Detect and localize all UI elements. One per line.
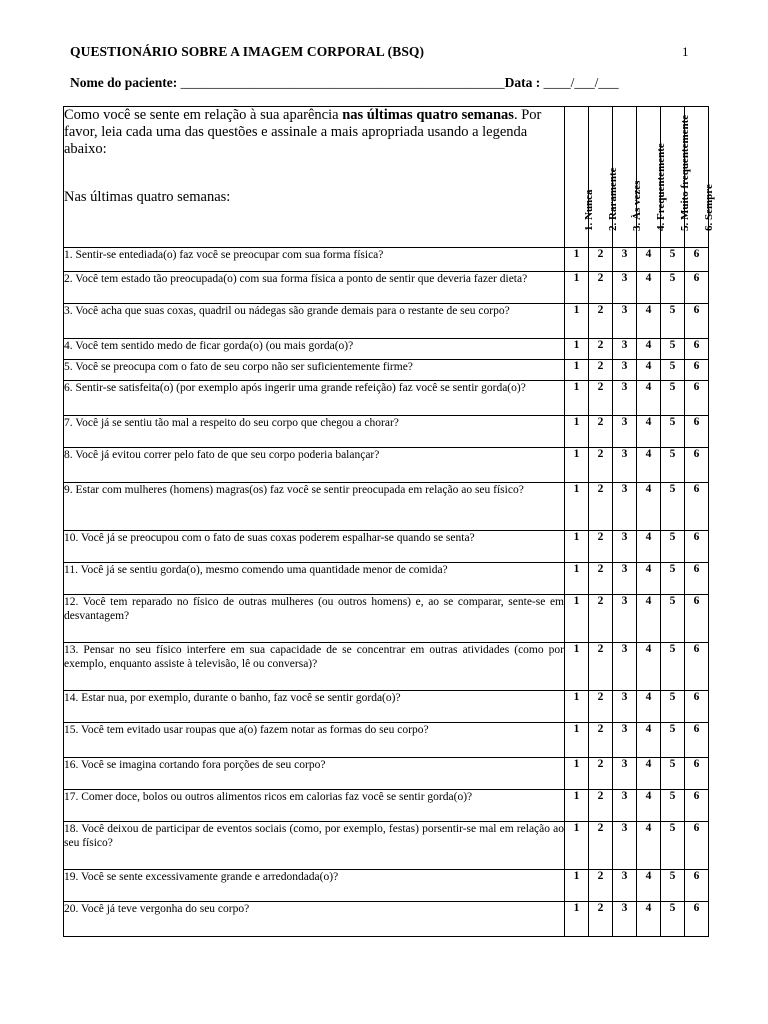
answer-option-6[interactable]: 6: [685, 822, 709, 870]
answer-option-1[interactable]: 1: [565, 304, 589, 339]
answer-option-2[interactable]: 2: [589, 304, 613, 339]
question-text: 2. Você tem estado tão preocupada(o) com sua forma física a ponto de sentir que deveria fazer dieta?: [64, 272, 565, 304]
question-row: [64, 691, 709, 723]
question-row: [64, 790, 709, 822]
answer-option-6[interactable]: 6: [685, 304, 709, 339]
answer-option-5[interactable]: 5: [661, 448, 685, 483]
question-row: [64, 248, 709, 272]
question-row: [64, 416, 709, 448]
answer-option-5[interactable]: 5: [661, 272, 685, 304]
answer-option-6[interactable]: 6: [685, 416, 709, 448]
answer-option-4[interactable]: 4: [637, 272, 661, 304]
answer-option-6[interactable]: 6: [685, 790, 709, 822]
answer-option-1[interactable]: 1: [565, 531, 589, 563]
answer-option-3[interactable]: 3: [613, 304, 637, 339]
question-row: [64, 339, 709, 360]
option-header-1: 1. Nunca: [565, 107, 589, 248]
answer-option-3[interactable]: 3: [613, 902, 637, 937]
option-header-3: 3. Às vezes: [613, 107, 637, 248]
answer-option-1[interactable]: 1: [565, 448, 589, 483]
question-row: [64, 822, 709, 870]
answer-option-5[interactable]: 5: [661, 758, 685, 790]
answer-option-2[interactable]: 2: [589, 758, 613, 790]
answer-option-1[interactable]: 1: [565, 563, 589, 595]
question-text: 13. Pensar no seu físico interfere em sua capacidade de se concentrar em outras atividades (como por exemplo, enquanto assiste à televisão, lê ou conversa)?: [64, 643, 565, 691]
question-row: [64, 381, 709, 416]
answer-option-5[interactable]: 5: [661, 304, 685, 339]
question-row: [64, 483, 709, 531]
answer-option-6[interactable]: 6: [685, 483, 709, 531]
answer-option-4[interactable]: 4: [637, 563, 661, 595]
answer-option-4[interactable]: 4: [637, 822, 661, 870]
question-row: [64, 902, 709, 937]
answer-option-2[interactable]: 2: [589, 691, 613, 723]
question-text: 10. Você já se preocupou com o fato de suas coxas poderem espalhar-se quando se senta?: [64, 531, 565, 563]
page-number: 1: [682, 44, 689, 59]
answer-option-4[interactable]: 4: [637, 304, 661, 339]
answer-option-3[interactable]: 3: [613, 448, 637, 483]
questionnaire-table: [63, 106, 715, 937]
answer-option-5[interactable]: 5: [661, 643, 685, 691]
question-prompt: Nas últimas quatro semanas:: [64, 189, 231, 205]
answer-option-2[interactable]: 2: [589, 822, 613, 870]
option-header-5: 5. Muito frequentemente: [661, 107, 685, 248]
answer-option-1[interactable]: 1: [565, 360, 589, 381]
answer-option-1[interactable]: 1: [565, 272, 589, 304]
question-text: 19. Você se sente excessivamente grande e arredondada(o)?: [64, 870, 565, 902]
answer-option-3[interactable]: 3: [613, 691, 637, 723]
answer-option-5[interactable]: 5: [661, 531, 685, 563]
answer-option-5[interactable]: 5: [661, 870, 685, 902]
answer-option-4[interactable]: 4: [637, 902, 661, 937]
answer-option-3[interactable]: 3: [613, 272, 637, 304]
answer-option-4[interactable]: 4: [637, 790, 661, 822]
answer-option-5[interactable]: 5: [661, 595, 685, 643]
answer-option-5[interactable]: 5: [661, 723, 685, 758]
answer-option-5[interactable]: 5: [661, 360, 685, 381]
answer-option-3[interactable]: 3: [613, 360, 637, 381]
answer-option-4[interactable]: 4: [637, 360, 661, 381]
answer-option-3[interactable]: 3: [613, 381, 637, 416]
answer-option-1[interactable]: 1: [565, 790, 589, 822]
answer-option-1[interactable]: 1: [565, 381, 589, 416]
answer-option-2[interactable]: 2: [589, 248, 613, 272]
answer-option-3[interactable]: 3: [613, 643, 637, 691]
answer-option-4[interactable]: 4: [637, 643, 661, 691]
answer-option-6[interactable]: 6: [685, 758, 709, 790]
answer-option-5[interactable]: 5: [661, 248, 685, 272]
document-title: QUESTIONÁRIO SOBRE A IMAGEM CORPORAL (BSQ): [70, 44, 425, 59]
answer-option-2[interactable]: 2: [589, 339, 613, 360]
answer-option-6[interactable]: 6: [685, 870, 709, 902]
answer-option-4[interactable]: 4: [637, 381, 661, 416]
answer-option-5[interactable]: 5: [661, 790, 685, 822]
answer-option-2[interactable]: 2: [589, 902, 613, 937]
answer-option-4[interactable]: 4: [637, 483, 661, 531]
option-header-6: 6. Sempre: [685, 107, 709, 248]
answer-option-6[interactable]: 6: [685, 339, 709, 360]
answer-option-6[interactable]: 6: [685, 531, 709, 563]
question-text: 17. Comer doce, bolos ou outros alimentos ricos em calorias faz você se sentir gorda(o)?: [64, 790, 565, 822]
patient-info-line: [70, 75, 619, 91]
date-label: Data :: [504, 75, 541, 90]
answer-option-1[interactable]: 1: [565, 339, 589, 360]
answer-option-1[interactable]: 1: [565, 870, 589, 902]
answer-option-3[interactable]: 3: [613, 416, 637, 448]
answer-option-3[interactable]: 3: [613, 248, 637, 272]
patient-name-label: Nome do paciente:: [70, 75, 178, 90]
answer-option-2[interactable]: 2: [589, 416, 613, 448]
answer-option-3[interactable]: 3: [613, 595, 637, 643]
answer-option-3[interactable]: 3: [613, 483, 637, 531]
question-text: 18. Você deixou de participar de eventos sociais (como, por exemplo, festas) porsentir-se mal em relação ao seu físico?: [64, 822, 565, 870]
question-text: 5. Você se preocupa com o fato de seu corpo não ser suficientemente firme?: [64, 360, 565, 381]
answer-option-2[interactable]: 2: [589, 643, 613, 691]
answer-option-3[interactable]: 3: [613, 723, 637, 758]
answer-option-2[interactable]: 2: [589, 483, 613, 531]
question-row: [64, 595, 709, 643]
answer-option-3[interactable]: 3: [613, 563, 637, 595]
question-row: [64, 563, 709, 595]
answer-option-5[interactable]: 5: [661, 483, 685, 531]
answer-option-1[interactable]: 1: [565, 691, 589, 723]
answer-option-1[interactable]: 1: [565, 416, 589, 448]
answer-option-6[interactable]: 6: [685, 691, 709, 723]
instructions-cell: [64, 107, 565, 248]
answer-option-5[interactable]: 5: [661, 416, 685, 448]
answer-option-4[interactable]: 4: [637, 448, 661, 483]
answer-option-4[interactable]: 4: [637, 531, 661, 563]
answer-option-2[interactable]: 2: [589, 272, 613, 304]
question-text: 15. Você tem evitado usar roupas que a(o) fazem notar as formas do seu corpo?: [64, 723, 565, 758]
answer-option-3[interactable]: 3: [613, 870, 637, 902]
answer-option-4[interactable]: 4: [637, 416, 661, 448]
answer-option-1[interactable]: 1: [565, 248, 589, 272]
answer-option-3[interactable]: 3: [613, 531, 637, 563]
answer-option-2[interactable]: 2: [589, 790, 613, 822]
answer-option-2[interactable]: 2: [589, 381, 613, 416]
answer-option-4[interactable]: 4: [637, 758, 661, 790]
answer-option-6[interactable]: 6: [685, 248, 709, 272]
answer-option-3[interactable]: 3: [613, 790, 637, 822]
question-text: 11. Você já se sentiu gorda(o), mesmo comendo uma quantidade menor de comida?: [64, 563, 565, 595]
answer-option-5[interactable]: 5: [661, 822, 685, 870]
question-text: 8. Você já evitou correr pelo fato de que seu corpo poderia balançar?: [64, 448, 565, 483]
question-text: 7. Você já se sentiu tão mal a respeito do seu corpo que chegou a chorar?: [64, 416, 565, 448]
answer-option-3[interactable]: 3: [613, 822, 637, 870]
answer-option-4[interactable]: 4: [637, 595, 661, 643]
question-row: [64, 272, 709, 304]
answer-option-1[interactable]: 1: [565, 595, 589, 643]
answer-option-4[interactable]: 4: [637, 691, 661, 723]
answer-option-1[interactable]: 1: [565, 483, 589, 531]
answer-option-6[interactable]: 6: [685, 272, 709, 304]
answer-option-2[interactable]: 2: [589, 360, 613, 381]
answer-option-2[interactable]: 2: [589, 595, 613, 643]
answer-option-2[interactable]: 2: [589, 870, 613, 902]
answer-option-6[interactable]: 6: [685, 448, 709, 483]
instructions-text: Como você se sente em relação à sua aparência nas últimas quatro semanas. Por favor, leia cada uma das questões e assinale a mais apropriada usando a legenda abaixo:: [64, 107, 542, 157]
date-field[interactable]: ____/___/___: [543, 75, 619, 90]
option-header-4: 4. Frequentemente: [637, 107, 661, 248]
question-text: 3. Você acha que suas coxas, quadril ou nádegas são grande demais para o restante de seu corpo?: [64, 304, 565, 339]
answer-option-2[interactable]: 2: [589, 531, 613, 563]
answer-option-1[interactable]: 1: [565, 643, 589, 691]
answer-option-5[interactable]: 5: [661, 339, 685, 360]
question-text: 12. Você tem reparado no físico de outras mulheres (ou outros homens) e, ao se comparar, sente-se em desvantagem?: [64, 595, 565, 643]
question-row: [64, 643, 709, 691]
answer-option-6[interactable]: 6: [685, 595, 709, 643]
question-row: [64, 360, 709, 381]
question-text: 4. Você tem sentido medo de ficar gorda(o) (ou mais gorda(o)?: [64, 339, 565, 360]
answer-option-5[interactable]: 5: [661, 381, 685, 416]
answer-option-3[interactable]: 3: [613, 339, 637, 360]
answer-option-3[interactable]: 3: [613, 758, 637, 790]
answer-option-4[interactable]: 4: [637, 339, 661, 360]
question-text: 20. Você já teve vergonha do seu corpo?: [64, 902, 565, 937]
question-text: 1. Sentir-se entediada(o) faz você se preocupar com sua forma física?: [64, 248, 565, 272]
answer-option-5[interactable]: 5: [661, 563, 685, 595]
answer-option-2[interactable]: 2: [589, 563, 613, 595]
answer-option-1[interactable]: 1: [565, 822, 589, 870]
question-row: [64, 304, 709, 339]
header-row: [64, 107, 709, 248]
question-text: 6. Sentir-se satisfeita(o) (por exemplo após ingerir uma grande refeição) faz você se sentir gorda(o)?: [64, 381, 565, 416]
option-header-2: 2. Raramente: [589, 107, 613, 248]
answer-option-6[interactable]: 6: [685, 902, 709, 937]
answer-option-1[interactable]: 1: [565, 758, 589, 790]
answer-option-4[interactable]: 4: [637, 870, 661, 902]
question-row: [64, 723, 709, 758]
answer-option-6[interactable]: 6: [685, 643, 709, 691]
answer-option-5[interactable]: 5: [661, 902, 685, 937]
answer-option-6[interactable]: 6: [685, 723, 709, 758]
answer-option-4[interactable]: 4: [637, 248, 661, 272]
question-text: 9. Estar com mulheres (homens) magras(os) faz você se sentir preocupada em relação ao seu físico?: [64, 483, 565, 531]
answer-option-2[interactable]: 2: [589, 723, 613, 758]
answer-option-4[interactable]: 4: [637, 723, 661, 758]
patient-name-field[interactable]: ________________________________________________: [180, 75, 505, 90]
question-row: [64, 758, 709, 790]
answer-option-6[interactable]: 6: [685, 563, 709, 595]
question-row: [64, 531, 709, 563]
question-row: [64, 870, 709, 902]
question-text: 14. Estar nua, por exemplo, durante o banho, faz você se sentir gorda(o)?: [64, 691, 565, 723]
answer-option-5[interactable]: 5: [661, 691, 685, 723]
question-row: [64, 448, 709, 483]
answer-option-6[interactable]: 6: [685, 381, 709, 416]
answer-option-6[interactable]: 6: [685, 360, 709, 381]
answer-option-1[interactable]: 1: [565, 902, 589, 937]
answer-option-1[interactable]: 1: [565, 723, 589, 758]
answer-option-2[interactable]: 2: [589, 448, 613, 483]
question-text: 16. Você se imagina cortando fora porções de seu corpo?: [64, 758, 565, 790]
